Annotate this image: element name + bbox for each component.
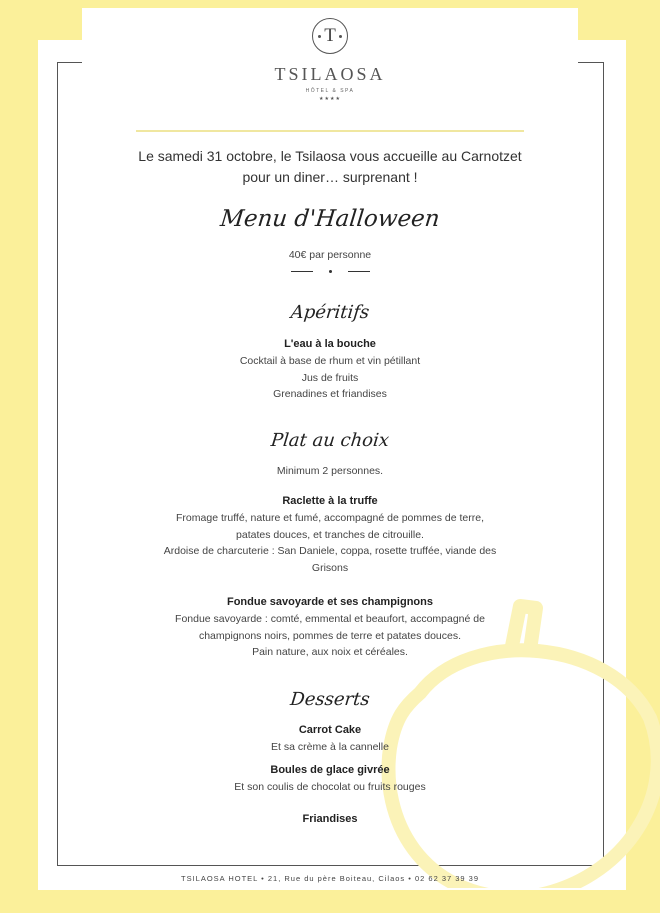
aperitif-line: Cocktail à base de rhum et vin pétillant <box>239 355 421 367</box>
plat-note: Minimum 2 personnes. <box>276 465 384 477</box>
logo-subtitle: HÔTEL & SPA <box>305 88 355 94</box>
intro-line-1: Le samedi 31 octobre, le Tsilaosa vous accueille au Carnotzet <box>138 148 522 164</box>
aperitif-lines <box>0 353 660 403</box>
plat-item-2-desc <box>0 611 660 661</box>
plat-item-1-title: Raclette à la truffe <box>282 495 378 507</box>
dessert-item-2-title: Boules de glace givrée <box>270 764 390 776</box>
hotel-logo <box>0 18 660 102</box>
ornament-divider <box>0 263 660 281</box>
logo-name: TSILAOSA <box>274 64 386 84</box>
plat-item-1-line: patates douces, et tranches de citrouille. <box>236 528 424 541</box>
intro-line-2: pour un diner… surprenant ! <box>242 169 418 185</box>
plat-item-1-line: Ardoise de charcuterie : San Daniele, coppa, rosette truffée, viande des <box>163 545 497 557</box>
dessert-item-1-desc: Et sa crème à la cannelle <box>271 741 389 753</box>
aperitif-line: Jus de fruits <box>301 371 359 384</box>
dessert-item-2-desc: Et son coulis de chocolat ou fruits rouges <box>234 781 426 793</box>
plat-item-2-title: Fondue savoyarde et ses champignons <box>226 596 433 608</box>
plat-item-1-line: Grisons <box>311 561 349 574</box>
menu-price: 40€ par personne <box>288 249 372 261</box>
dessert-item-3-title: Friandises <box>302 813 358 825</box>
section-heading-aperitifs: Apéritifs <box>289 302 371 323</box>
menu-title: Menu d'Halloween <box>219 206 441 232</box>
section-heading-plat: Plat au choix <box>269 430 391 451</box>
plat-item-2-line: champignons noirs, pommes de terre et patates douces. <box>198 629 462 642</box>
footer-address: TSILAOSA HOTEL • 21, Rue du père Boiteau, Cilaos • 02 62 37 39 39 <box>180 874 480 883</box>
aperitif-line: Grenadines et friandises <box>273 388 387 400</box>
plat-item-1-line: Fromage truffé, nature et fumé, accompagné de pommes de terre, <box>176 512 484 524</box>
plat-item-2-line: Fondue savoyarde : comté, emmental et beaufort, accompagné de <box>175 613 485 625</box>
plat-item-1-desc <box>0 510 660 576</box>
logo-stars: ★★★★ <box>319 96 341 102</box>
header-rule <box>136 130 524 132</box>
plat-item-2-line: Pain nature, aux noix et céréales. <box>252 646 408 658</box>
intro-text <box>0 146 660 188</box>
logo-monogram: T <box>312 18 348 54</box>
aperitif-item-title: L'eau à la bouche <box>284 338 376 350</box>
dessert-item-1-title: Carrot Cake <box>298 724 362 736</box>
section-heading-desserts: Desserts <box>289 689 371 710</box>
